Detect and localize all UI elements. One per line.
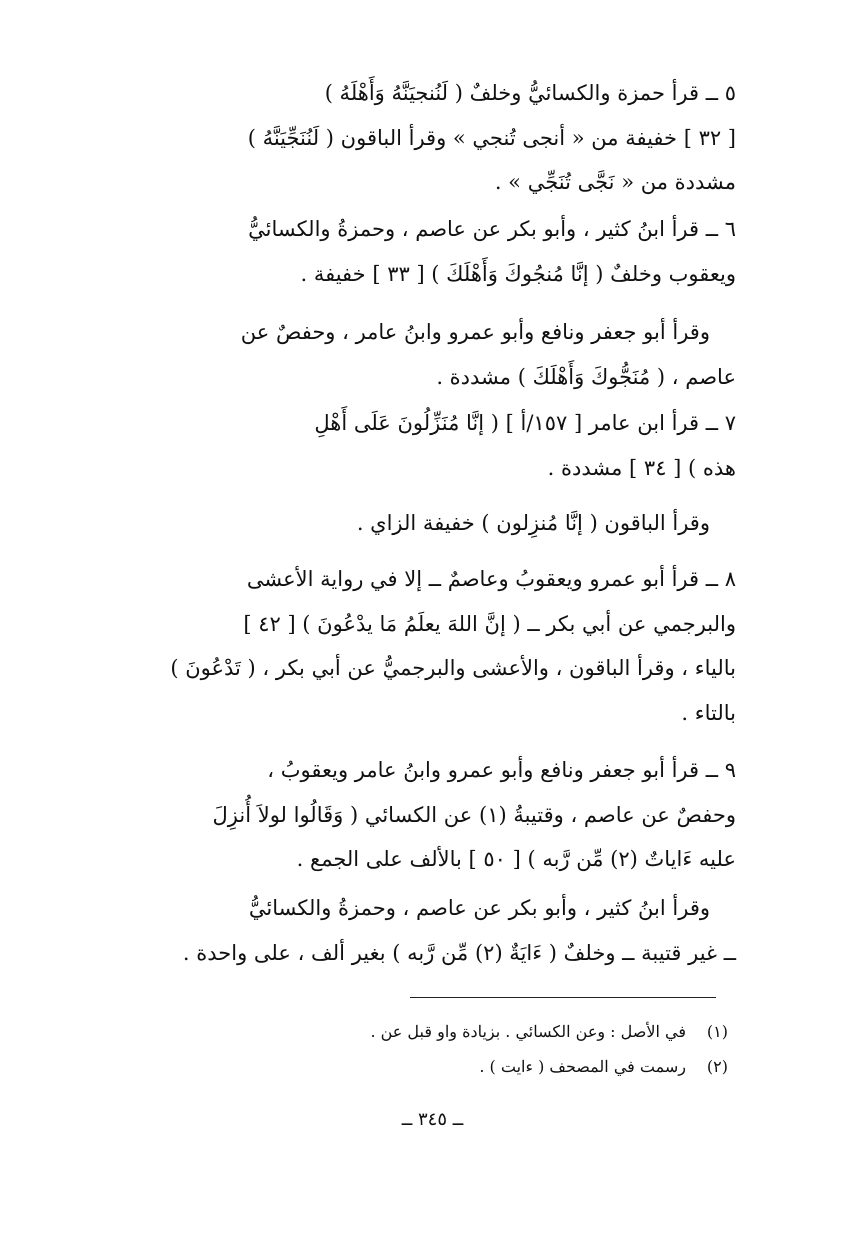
text-line: عليه ءَاياتٌ (٢) مِّن رَّبه ) [ ٥٠ ] بالألف على الجمع . [296, 847, 736, 871]
text-line: بالتاء . [681, 700, 736, 725]
footnote-number: (١) [706, 1022, 728, 1041]
footnote-text: في الأصل : وعن الكسائي . بزيادة واو قبل عن . [370, 1022, 686, 1041]
footnote-2 [96, 1049, 728, 1084]
paragraph-text [96, 207, 736, 296]
text-line: هذه ) [ ٣٤ ] مشددة . [547, 455, 736, 480]
footnotes [96, 1014, 728, 1084]
text-line: وقرأ أبو جعفر ونافع وأبو عمرو وابنُ عامر ، وحفصٌ عن [240, 320, 710, 344]
text-line: ــ غير قتيبة ــ وخلفٌ ( ءَايَةٌ (٢) مِّن رَّبه ) بغير ألف ، على واحدة . [182, 940, 736, 965]
paragraph-text [96, 310, 736, 399]
page-number: ــ ٣٤٥ ــ [401, 1109, 464, 1130]
text-line: ٩ ــ قرأ أبو جعفر ونافع وأبو عمرو وابنُ عامر ويعقوبُ ، [267, 758, 736, 782]
paragraph-item-9-continuation [96, 886, 736, 975]
paragraph-text [96, 748, 736, 882]
paragraph-text [96, 501, 736, 546]
text-line: وقرأ ابنُ كثير ، وأبو بكر عن عاصم ، وحمزةُ والكسائيُّ [248, 896, 710, 920]
paragraph-text [96, 401, 736, 490]
text-line: وحفصٌ عن عاصم ، وقتيبةُ (١) عن الكسائي ( وَقَالُوا لولاَ أُنزِلَ [212, 802, 736, 827]
text-line: مشددة من « نَجَّى تُنَجِّي » . [494, 170, 736, 194]
text-line: ٥ ــ قرأ حمزة والكسائيُّ وخلفٌ ( لَنُنجيَنَّهُ وَأَهْلَهُ ) [324, 81, 736, 105]
text-line: ٧ ــ قرأ ابن عامر [ ١٥٧/أ ] ( إنَّا مُنَزِّلُونَ عَلَى أَهْلِ [314, 411, 736, 435]
text-line: [ ٣٢ ] خفيفة من « أنجى تُنجي » وقرأ الباقون ( لَنُنَجِّيَنَّهُ ) [247, 125, 736, 150]
text-line: ٦ ــ قرأ ابنُ كثير ، وأبو بكر عن عاصم ، وحمزةُ والكسائيُّ [248, 217, 736, 241]
paragraph-item-6-continuation [96, 310, 736, 399]
text-line: والبرجمي عن أبي بكر ــ ( إنَّ اللهَ يعلَمُ مَا يدْعُونَ ) [ ٤٢ ] [243, 611, 736, 636]
paragraph-item-7 [96, 401, 736, 490]
footnote-1 [96, 1014, 728, 1049]
text-line: ويعقوب وخلفٌ ( إنَّا مُنجُوكَ وَأَهْلَكَ ) [ ٣٣ ] خفيفة . [300, 261, 736, 286]
text-line: عاصم ، ( مُنَجُّوكَ وَأَهْلَكَ ) مشددة . [436, 364, 736, 389]
paragraph-item-8 [96, 557, 736, 735]
paragraph-text [96, 71, 736, 205]
text-line: ٨ ــ قرأ أبو عمرو ويعقوبُ وعاصمٌ ــ إلا في رواية الأعشى [246, 567, 736, 591]
footnote-divider [410, 997, 716, 998]
paragraph-item-9 [96, 748, 736, 882]
text-line: وقرأ الباقون ( إنَّا مُنزِلون ) خفيفة الزاي . [356, 511, 710, 535]
footnote-text: رسمت في المصحف ( ءايت ) . [479, 1057, 686, 1076]
footnote-number: (٢) [706, 1057, 728, 1076]
paragraph-text [96, 886, 736, 975]
paragraph-item-5 [96, 71, 736, 205]
paragraph-item-7-continuation [96, 501, 736, 546]
paragraph-text [96, 557, 736, 735]
paragraph-item-6 [96, 207, 736, 296]
text-line: بالياء ، وقرأ الباقون ، والأعشى والبرجميُّ عن أبي بكر ، ( تَدْعُونَ ) [170, 656, 736, 680]
